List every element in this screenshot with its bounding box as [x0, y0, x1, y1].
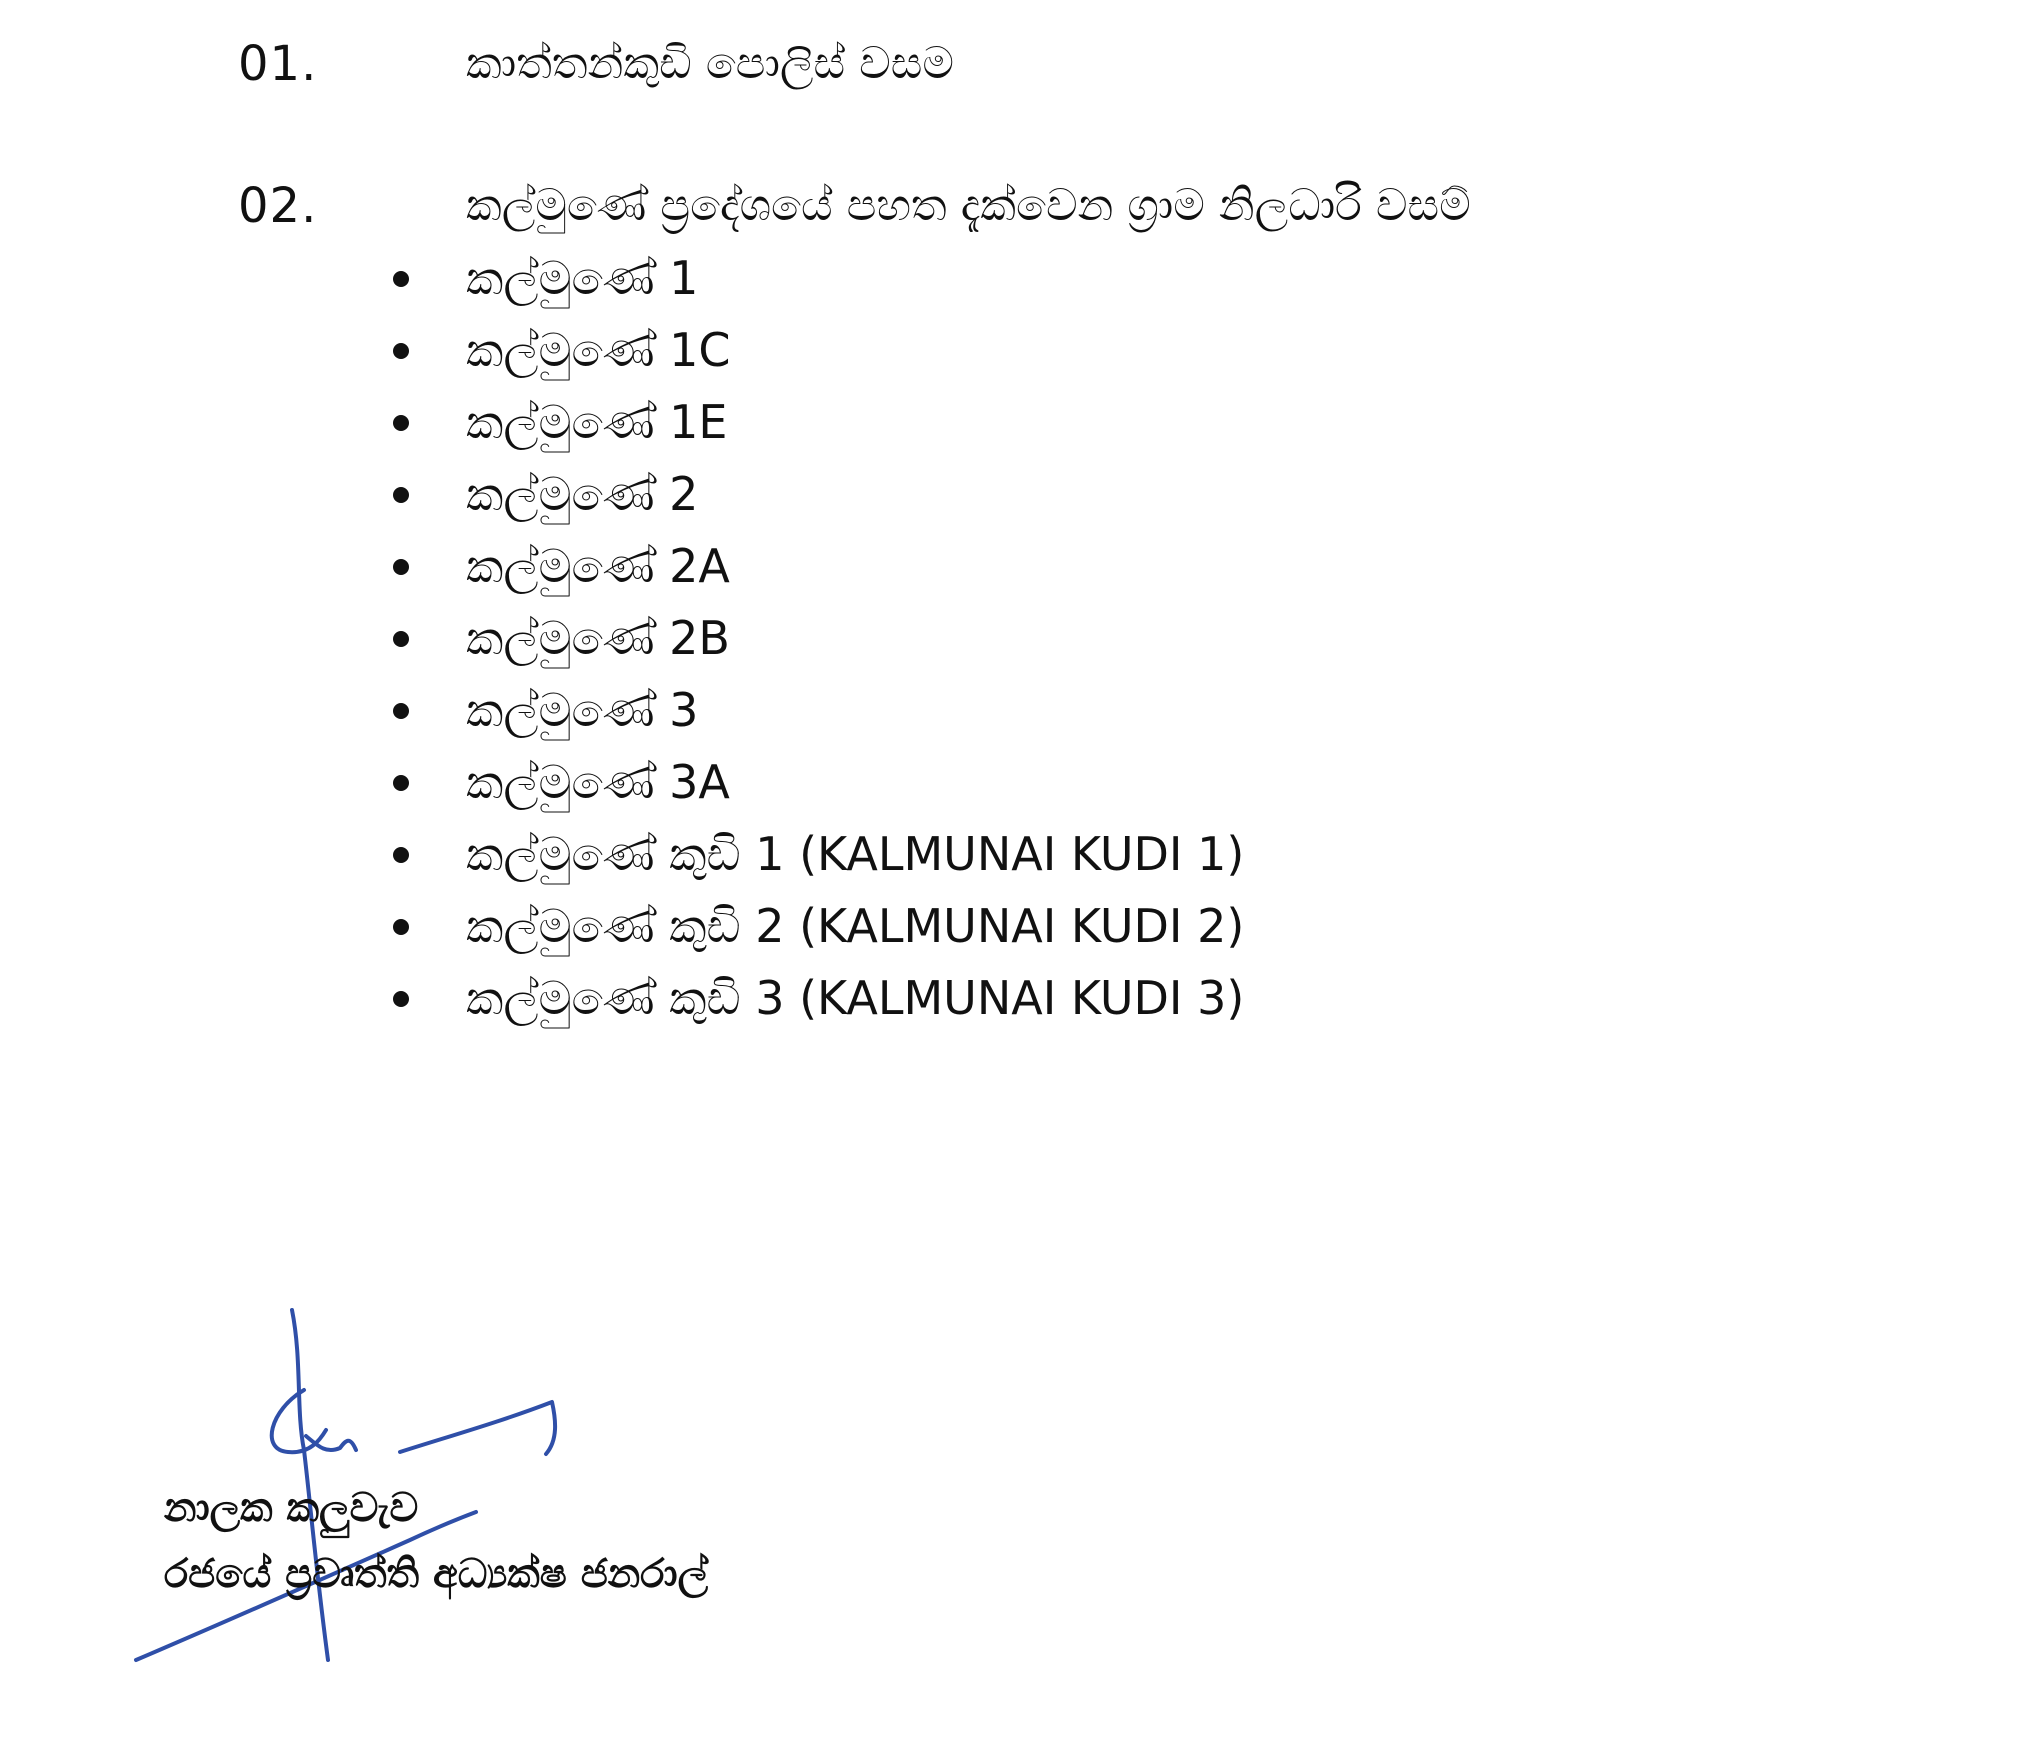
signatory-title: රජයේ ප්‍රවෘත්ති අධ්‍යක්ෂ ජනරාල් — [164, 1551, 709, 1597]
division-list — [0, 244, 2019, 1036]
item-text: කාත්තන්කුඩි පොලිස් වසම — [466, 38, 955, 89]
list-item — [0, 748, 2019, 820]
bullet-icon — [393, 271, 409, 287]
bullet-icon — [393, 631, 409, 647]
division-name: කල්මුණේ කුඩි 3 (KALMUNAI KUDI 3) — [466, 971, 1245, 1025]
list-item — [0, 460, 2019, 532]
division-name: කල්මුණේ 1 — [466, 251, 699, 305]
signature-block — [120, 1240, 820, 1720]
list-item — [0, 388, 2019, 460]
list-item — [0, 604, 2019, 676]
division-name: කල්මුණේ 3 — [466, 683, 699, 737]
division-name: කල්මුණේ 2A — [466, 539, 730, 593]
bullet-icon — [393, 415, 409, 431]
bullet-icon — [393, 991, 409, 1007]
list-item — [0, 532, 2019, 604]
bullet-icon — [393, 919, 409, 935]
list-item — [0, 316, 2019, 388]
division-name: කල්මුණේ 2 — [466, 467, 699, 521]
division-name: කල්මුණේ 3A — [466, 755, 730, 809]
item-number: 01. — [238, 36, 318, 92]
list-item — [0, 964, 2019, 1036]
bullet-icon — [393, 343, 409, 359]
bullet-icon — [393, 847, 409, 863]
division-name: කල්මුණේ කුඩි 1 (KALMUNAI KUDI 1) — [466, 827, 1245, 881]
list-item — [0, 820, 2019, 892]
division-name: කල්මුණේ 2B — [466, 611, 730, 665]
item-number: 02. — [238, 178, 318, 234]
list-item — [0, 892, 2019, 964]
signatory-name: නාලක කලුවැව — [164, 1485, 419, 1531]
division-name: කල්මුණේ කුඩි 2 (KALMUNAI KUDI 2) — [466, 899, 1245, 953]
division-name: කල්මුණේ 1C — [466, 323, 731, 377]
bullet-icon — [393, 559, 409, 575]
item-text: කල්මුණේ ප්‍රදේශයේ පහත දැක්වෙන ග්‍රාම නිලධාරි වසම් — [466, 180, 1471, 231]
item-01 — [0, 34, 2019, 94]
division-name: කල්මුණේ 1E — [466, 395, 728, 449]
bullet-icon — [393, 775, 409, 791]
item-02 — [0, 176, 2019, 236]
list-item — [0, 244, 2019, 316]
bullet-icon — [393, 703, 409, 719]
bullet-icon — [393, 487, 409, 503]
list-item — [0, 676, 2019, 748]
